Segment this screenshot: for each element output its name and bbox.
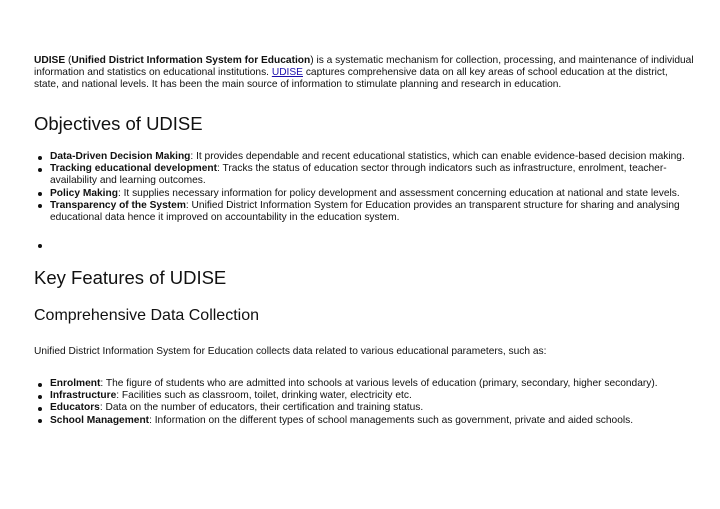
feature-text: : Facilities such as classroom, toilet, drinking water, electricity etc.: [116, 390, 412, 402]
list-item: [50, 188, 705, 200]
intro-text-2: captures comprehensive data on all key areas of school education at the district, state, and national levels. It has been the main source of information to stimulate planning and research in education.: [34, 67, 668, 91]
feature-text: : Data on the number of educators, their certification and training status.: [99, 402, 424, 414]
intro-open-paren: (: [65, 55, 72, 66]
features-list: [34, 378, 705, 427]
intro-expansion: Unified District Information System for Education: [71, 55, 311, 66]
list-item: [50, 415, 705, 427]
features-paragraph: Unified District Information System for Education collects data related to various educational parameters, such as:: [34, 346, 547, 357]
feature-term: Infrastructure: [50, 390, 117, 402]
feature-text: : The figure of students who are admitted into schools at various levels of education (primary, secondary, higher secondary).: [100, 378, 658, 389]
list-item: [50, 163, 705, 187]
objective-text: : It provides dependable and recent educational statistics, which can enable evidence-based decision making.: [190, 151, 685, 162]
objective-term: Data-Driven Decision Making: [50, 151, 191, 162]
objective-term: Tracking educational development: [50, 163, 218, 175]
udise-link[interactable]: UDISE: [271, 67, 303, 79]
objective-text: : Tracks the status of education sector through indicators such as infrastructure, enrolment, teacher-availability and learning outcomes.: [50, 163, 667, 187]
empty-list-item: [50, 239, 705, 251]
list-item: [50, 390, 705, 402]
feature-term: Enrolment: [50, 378, 101, 389]
intro-term: UDISE: [34, 55, 66, 66]
objective-text: : Unified District Information System for Education provides an transparent structure for sharing and analysing educational data hence it improved on accountability in the education system.: [50, 199, 680, 224]
list-item: [50, 402, 705, 414]
objective-term: Transparency of the System: [50, 199, 186, 211]
features-subheading: Comprehensive Data Collection: [34, 307, 259, 324]
list-item: [50, 378, 705, 390]
feature-term: School Management: [50, 414, 150, 426]
feature-term: Educators: [50, 402, 100, 414]
empty-list: [34, 239, 705, 251]
objectives-list: [34, 151, 705, 224]
list-item: [50, 200, 705, 224]
list-item: [50, 151, 705, 163]
objectives-heading: Objectives of UDISE: [34, 113, 203, 134]
objective-text: : It supplies necessary information for policy development and assessment concerning education at national and state levels.: [117, 187, 680, 199]
intro-paragraph: [34, 55, 694, 92]
feature-text: : Information on the different types of school managements such as government, private and aided schools.: [149, 414, 634, 426]
intro-text-1: ) is a systematic mechanism for collection, processing, and maintenance of individual information and statistics on educational institutions.: [34, 55, 694, 79]
features-heading: Key Features of UDISE: [34, 267, 227, 288]
objective-term: Policy Making: [50, 187, 118, 199]
